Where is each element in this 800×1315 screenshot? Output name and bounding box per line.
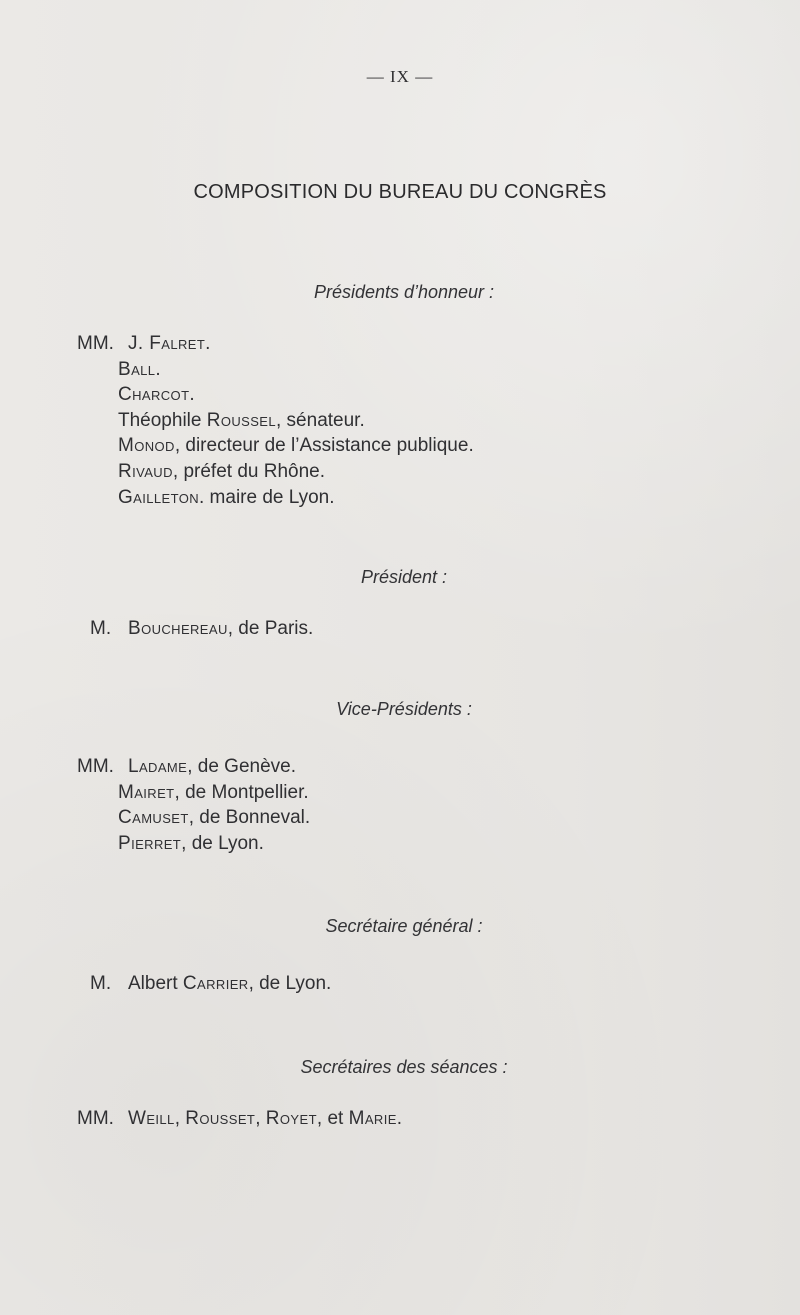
- vice-president-detail: , de Bonneval.: [188, 807, 311, 829]
- honorary-president-name: Ball.: [118, 358, 162, 380]
- session-secretaries-prefix: MM.: [77, 1108, 114, 1129]
- session-secretaries-list: [77, 1106, 402, 1132]
- session-secretaries-separator: ,: [255, 1108, 266, 1129]
- vice-president-line: [77, 831, 310, 857]
- session-secretaries-line: [77, 1106, 402, 1132]
- session-secretaries-end: .: [396, 1108, 403, 1129]
- president-name: Bouchereau: [128, 618, 228, 639]
- honorary-presidents-prefix: MM.: [77, 333, 114, 354]
- honorary-president-line: [77, 331, 474, 357]
- honorary-president-name: Roussel: [206, 409, 276, 431]
- honorary-president-line: [77, 459, 474, 485]
- session-secretary-name: Marie: [348, 1108, 397, 1129]
- vice-president-detail: , de Genève.: [187, 756, 296, 777]
- honorary-president-detail: , sénateur.: [276, 409, 365, 431]
- president-line: [90, 616, 313, 642]
- page-number: — IX —: [366, 67, 434, 86]
- president-list: [90, 616, 313, 642]
- honorary-president-detail: , directeur de l’Assistance publique.: [174, 435, 474, 457]
- session-secretary-name: Royet: [265, 1108, 317, 1129]
- honorary-president-detail: . maire de Lyon.: [199, 486, 335, 508]
- vice-presidents-prefix: MM.: [77, 756, 114, 777]
- vice-president-line: [77, 805, 310, 831]
- general-secretary-first-name: Albert: [128, 973, 183, 994]
- vice-president-name: Mairet: [118, 781, 175, 803]
- honorary-president-name: Charcot.: [118, 384, 196, 406]
- vice-president-line: [77, 754, 310, 780]
- honorary-presidents-heading: Présidents d’honneur :: [313, 282, 495, 302]
- president-detail: , de Paris.: [227, 618, 314, 639]
- honorary-president-first-name: Théophile: [118, 409, 207, 431]
- vice-president-name: Camuset: [118, 807, 189, 829]
- general-secretary-heading: Secrétaire général :: [325, 916, 483, 936]
- honorary-president-name: J. Falret.: [128, 333, 211, 354]
- honorary-president-line: [77, 357, 474, 383]
- general-secretary-list: [90, 971, 331, 997]
- vice-presidents-heading: Vice-Présidents :: [336, 699, 472, 719]
- vice-president-detail: , de Montpellier.: [174, 781, 309, 803]
- general-secretary-detail: , de Lyon.: [248, 973, 332, 994]
- general-secretary-prefix: M.: [90, 973, 112, 994]
- honorary-president-line: [77, 485, 474, 511]
- president-heading: Président :: [360, 567, 448, 587]
- vice-president-line: [77, 780, 310, 806]
- session-secretaries-separator: , et: [316, 1108, 349, 1129]
- honorary-president-name: Rivaud: [118, 460, 173, 482]
- honorary-president-line: [77, 433, 474, 459]
- honorary-presidents-list: [77, 331, 474, 510]
- honorary-president-line: [77, 382, 474, 408]
- vice-president-name: Ladame: [128, 756, 188, 777]
- session-secretary-name: Weill: [128, 1108, 175, 1129]
- session-secretaries-heading: Secrétaires des séances :: [300, 1057, 508, 1077]
- general-secretary-line: [90, 971, 331, 997]
- honorary-president-line: [77, 408, 474, 434]
- vice-presidents-list: [77, 754, 310, 856]
- session-secretaries-separator: ,: [174, 1108, 186, 1129]
- honorary-president-name: Gailleton: [118, 486, 199, 508]
- general-secretary-name: Carrier: [182, 973, 249, 994]
- honorary-president-detail: , préfet du Rhône.: [172, 460, 325, 482]
- vice-president-detail: , de Lyon.: [181, 832, 264, 854]
- vice-president-name: Pierret: [118, 832, 182, 854]
- president-prefix: M.: [90, 618, 112, 639]
- page-title: COMPOSITION DU BUREAU DU CONGRÈS: [193, 181, 607, 203]
- honorary-president-name: Monod: [118, 435, 175, 457]
- session-secretary-name: Rousset: [185, 1108, 256, 1129]
